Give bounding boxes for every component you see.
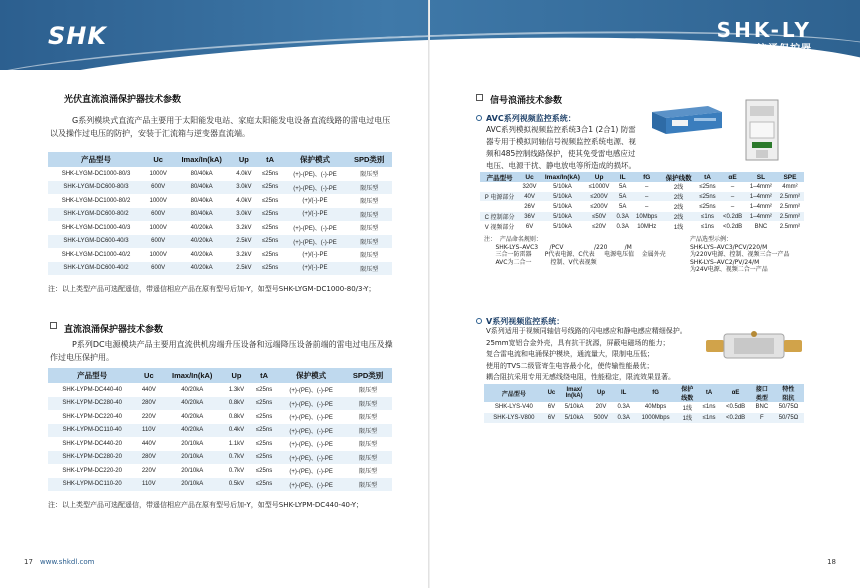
table-row bbox=[48, 410, 392, 424]
table-cell: 40/20kA bbox=[161, 410, 223, 424]
table-row bbox=[480, 222, 804, 232]
table-cell: ≤25ns bbox=[250, 464, 278, 478]
table-cell: SHK-LYGM-DC1000-40/2 bbox=[48, 248, 144, 262]
column-header: Imax/ In(kA) bbox=[559, 384, 589, 402]
table-cell: 0.7kV bbox=[223, 464, 250, 478]
table-cell: 2.5mm² bbox=[776, 212, 804, 222]
table-cell: ≤200V bbox=[585, 192, 613, 202]
v-feature-line: 使用的TVS二级管寄生电容最小化，使传输性能最优； bbox=[486, 361, 654, 370]
table-cell: – bbox=[719, 182, 746, 192]
din-module-image bbox=[742, 96, 782, 164]
dc-spec-table bbox=[48, 368, 392, 492]
table-cell: 2.5kV bbox=[231, 262, 257, 276]
table-cell: 5A bbox=[613, 182, 632, 192]
table-cell: (+)-(PE)、(-)-PE bbox=[278, 437, 344, 451]
table-row bbox=[48, 181, 392, 195]
logo-title: SHK-LY bbox=[716, 18, 812, 42]
table-cell: 限压型 bbox=[346, 221, 392, 235]
table-cell: 40/20kA bbox=[161, 424, 223, 438]
column-header: fG bbox=[632, 172, 661, 182]
table-cell: ≤25ns bbox=[257, 181, 284, 195]
v-feature-line: 复合雷电流和电涌保护模块，通流量大，限制电压低； bbox=[486, 350, 654, 358]
table-cell: 3.0kV bbox=[231, 208, 257, 222]
table-cell: SHK-LYGM-DC600-40/2 bbox=[48, 262, 144, 276]
table-cell: 1–4mm² bbox=[746, 182, 776, 192]
table-cell: 限压型 bbox=[346, 208, 392, 222]
table-row bbox=[480, 192, 804, 202]
avc-subtitle: AVC系列视频监控系统： bbox=[486, 114, 576, 123]
table-cell: 5/10kA bbox=[540, 192, 585, 202]
table-cell: SHK-LYGM-DC600-80/2 bbox=[48, 208, 144, 222]
signal-section-title: 信号浪涌技术参数 bbox=[490, 96, 563, 106]
column-header: Uc bbox=[519, 172, 540, 182]
table-cell: 4mm² bbox=[776, 182, 804, 192]
table-cell: SHK-LYGM-DC1000-80/2 bbox=[48, 194, 144, 208]
table-cell: 600V bbox=[144, 181, 172, 195]
table-row bbox=[480, 212, 804, 222]
table-cell: ≤25ns bbox=[250, 478, 278, 492]
table-cell: ≤25ns bbox=[257, 248, 284, 262]
table-cell: 10Mbps bbox=[632, 212, 661, 222]
table-cell: 80/40kA bbox=[172, 208, 231, 222]
table-cell: 1000V bbox=[144, 221, 172, 235]
table-cell: 0.4kV bbox=[223, 424, 250, 438]
table-cell: 40/20kA bbox=[172, 235, 231, 249]
v-feature-line: 25mm宽铝合金外壳，具有抗干扰源，屏蔽电磁场的能力； bbox=[486, 338, 670, 347]
table-cell: ≤1000V bbox=[585, 182, 613, 192]
table-cell: <0.2dB bbox=[720, 413, 751, 424]
table-cell: SHK-LYS-V800 bbox=[484, 413, 544, 424]
table-header-row bbox=[48, 368, 392, 383]
table-cell: 0.3A bbox=[613, 402, 635, 413]
table-cell: – bbox=[632, 202, 661, 212]
table-cell: (+)-(PE)、(-)-PE bbox=[278, 478, 344, 492]
column-header: tA bbox=[257, 152, 284, 167]
column-header: 接口 类型 bbox=[751, 384, 773, 402]
table-cell: SHK-LYPM-DC280-40 bbox=[48, 397, 136, 411]
table-cell: (+)/(-)-PE bbox=[284, 208, 347, 222]
table-cell: (+)-(PE)、(-)-PE bbox=[278, 424, 344, 438]
table-cell: SHK-LYGM-DC600-40/3 bbox=[48, 235, 144, 249]
column-header: Uc bbox=[136, 368, 161, 383]
table-cell: 1.1kV bbox=[223, 437, 250, 451]
column-header: αE bbox=[719, 172, 746, 182]
table-cell: 2.5mm² bbox=[776, 202, 804, 212]
column-header: tA bbox=[698, 384, 720, 402]
table-row bbox=[48, 167, 392, 181]
column-header: SPD类别 bbox=[344, 368, 392, 383]
table-cell: – bbox=[719, 202, 746, 212]
table-cell: ≤1ns bbox=[698, 413, 720, 424]
column-header: Uc bbox=[144, 152, 172, 167]
table-cell: ≤25ns bbox=[257, 235, 284, 249]
table-row bbox=[48, 221, 392, 235]
v-series-paragraph bbox=[486, 326, 687, 384]
column-header: 产品型号 bbox=[48, 368, 136, 383]
table-cell: 1.3kV bbox=[223, 383, 250, 397]
section1-paragraph: G系列模块式直流产品主要用于太阳能发电站、家庭太阳能发电设备直流线路的雷电过电压以及操作过电压的防护，安装于汇流箱与逆变器直流端。 bbox=[50, 116, 391, 138]
table-cell: 限压型 bbox=[344, 478, 392, 492]
table-cell: 220V bbox=[136, 410, 161, 424]
circle-bullet-icon bbox=[476, 318, 482, 324]
section2-note: 注：以上类型产品可选配遥信，带遥信相应产品在原有型号后加-Y，如型号SHK-LYPM-DC440-40-Y； bbox=[48, 501, 363, 509]
table-cell: ≤25ns bbox=[257, 208, 284, 222]
table-cell: BNC bbox=[746, 222, 776, 232]
table-cell: – bbox=[719, 192, 746, 202]
table-cell: ≤25ns bbox=[257, 262, 284, 276]
table-cell: 1线 bbox=[661, 222, 696, 232]
table-cell: 限压型 bbox=[344, 451, 392, 465]
table-cell: C 控制部分 bbox=[480, 212, 519, 222]
table-cell: V 视频部分 bbox=[480, 222, 519, 232]
table-cell: 5A bbox=[613, 202, 632, 212]
column-header: tA bbox=[696, 172, 719, 182]
table-cell: 20V bbox=[589, 402, 613, 413]
table-cell: 0.5kV bbox=[223, 478, 250, 492]
table-cell: 限压型 bbox=[344, 464, 392, 478]
table-cell: 0.3A bbox=[613, 212, 632, 222]
table-cell: 2线 bbox=[661, 202, 696, 212]
table-cell: 50/75Ω bbox=[773, 402, 804, 413]
section2-paragraph: P系列DC电源模块产品主要用直流供机房端升压设备和远端降压设备前端的雷电过电压及操作过电压保护用。 bbox=[50, 340, 393, 362]
table-cell: 40/20kA bbox=[172, 262, 231, 276]
table-cell: 限压型 bbox=[344, 397, 392, 411]
table-cell: SHK-LYPM-DC220-20 bbox=[48, 464, 136, 478]
table-cell: 3.2kV bbox=[231, 248, 257, 262]
table-cell: 1–4mm² bbox=[746, 212, 776, 222]
table-cell: (+)-(PE)、(-)-PE bbox=[284, 221, 347, 235]
table-cell: ≤25ns bbox=[696, 182, 719, 192]
table-cell: 限压型 bbox=[346, 167, 392, 181]
column-header: Imax/In(kA) bbox=[540, 172, 585, 182]
table-cell: (+)-(PE)、(-)-PE bbox=[278, 383, 344, 397]
table-cell: 110V bbox=[136, 424, 161, 438]
table-cell: ≤25ns bbox=[257, 167, 284, 181]
table-cell: ≤25ns bbox=[250, 410, 278, 424]
shk-ly-logo bbox=[717, 18, 812, 55]
v-series-spec-table bbox=[484, 384, 804, 424]
table-cell: 50/75Ω bbox=[773, 413, 804, 424]
v-feature-line: V系列适用于视频同轴信号线路的闪电感应和静电感应精细保护。 bbox=[486, 327, 687, 335]
column-header: Uc bbox=[544, 384, 559, 402]
table-cell: 5/10kA bbox=[559, 413, 589, 424]
table-cell: 5/10kA bbox=[540, 202, 585, 212]
table-cell: BNC bbox=[751, 402, 773, 413]
table-cell: 40/20kA bbox=[172, 221, 231, 235]
column-header: 产品型号 bbox=[480, 172, 519, 182]
table-cell: 5/10kA bbox=[559, 402, 589, 413]
table-cell: ≤50V bbox=[585, 212, 613, 222]
table-cell: (+)/(-)-PE bbox=[284, 194, 347, 208]
table-cell: (+)-(PE)、(-)-PE bbox=[278, 397, 344, 411]
table-cell: 6V bbox=[544, 413, 559, 424]
table-cell: 限压型 bbox=[346, 194, 392, 208]
table-cell: 1000V bbox=[144, 248, 172, 262]
table-cell: (+)-(PE)、(-)-PE bbox=[278, 451, 344, 465]
table-cell: 2线 bbox=[661, 192, 696, 202]
table-cell: 限压型 bbox=[346, 181, 392, 195]
section1-note: 注：以上类型产品可选配遥信，带遥信相应产品在原有型号后加-Y，如型号SHK-LYGM-DC1000-80/3-Y； bbox=[48, 285, 376, 293]
pv-dc-spec-table bbox=[48, 152, 392, 276]
table-cell: <0.5dB bbox=[720, 402, 751, 413]
column-header: Imax/In(kA) bbox=[161, 368, 223, 383]
table-row bbox=[48, 194, 392, 208]
column-header: 保护线数 bbox=[661, 172, 696, 182]
column-header: 保护模式 bbox=[278, 368, 344, 383]
table-cell: 1线 bbox=[677, 413, 698, 424]
table-row bbox=[48, 397, 392, 411]
table-cell: 26V bbox=[519, 202, 540, 212]
table-cell: 0.3A bbox=[613, 413, 635, 424]
table-row bbox=[480, 202, 804, 212]
table-cell: 80/40kA bbox=[172, 167, 231, 181]
table-cell: 40V bbox=[519, 192, 540, 202]
column-header: SPE bbox=[776, 172, 804, 182]
table-cell: SHK-LYPM-DC440-40 bbox=[48, 383, 136, 397]
table-cell: 3.0kV bbox=[231, 181, 257, 195]
column-header: 产品型号 bbox=[48, 152, 144, 167]
table-cell: 20/10kA bbox=[161, 451, 223, 465]
column-header: 产品型号 bbox=[484, 384, 544, 402]
table-cell: 36V bbox=[519, 212, 540, 222]
table-cell: SHK-LYPM-DC220-40 bbox=[48, 410, 136, 424]
table-cell: 5/10kA bbox=[540, 212, 585, 222]
table-cell: 1000V bbox=[144, 167, 172, 181]
table-cell: ≤1ns bbox=[696, 222, 719, 232]
table-row bbox=[48, 208, 392, 222]
table-cell: 1000V bbox=[144, 194, 172, 208]
column-header: 特性 阻抗 bbox=[773, 384, 804, 402]
table-cell: 5/10kA bbox=[540, 182, 585, 192]
table-row bbox=[48, 437, 392, 451]
table-row bbox=[48, 464, 392, 478]
table-cell: ≤25ns bbox=[257, 221, 284, 235]
table-cell: 80/40kA bbox=[172, 194, 231, 208]
table-cell: SHK-LYGM-DC1000-40/3 bbox=[48, 221, 144, 235]
table-cell: SHK-LYPM-DC280-20 bbox=[48, 451, 136, 465]
table-cell: (+)-(PE)、(-)-PE bbox=[278, 410, 344, 424]
table-cell: 0.7kV bbox=[223, 451, 250, 465]
column-header: tA bbox=[250, 368, 278, 383]
table-row bbox=[48, 235, 392, 249]
table-cell bbox=[480, 202, 519, 212]
table-cell: 40/20kA bbox=[161, 397, 223, 411]
footer-url: www.shkdl.com bbox=[40, 558, 95, 566]
logo-subtitle: 浪涌保护器 bbox=[757, 44, 812, 55]
table-cell: SHK-LYGM-DC600-80/3 bbox=[48, 181, 144, 195]
table-cell: 6V bbox=[544, 402, 559, 413]
table-cell: 限压型 bbox=[344, 383, 392, 397]
column-header: 保护 线数 bbox=[677, 384, 698, 402]
table-cell: <0.2dB bbox=[719, 212, 746, 222]
table-cell: 220V bbox=[136, 464, 161, 478]
table-row bbox=[484, 413, 804, 424]
table-cell: 限压型 bbox=[346, 235, 392, 249]
table-cell: 20/10kA bbox=[161, 464, 223, 478]
table-header-row bbox=[48, 152, 392, 167]
avc-device-image bbox=[648, 102, 726, 138]
table-cell: 6V bbox=[519, 222, 540, 232]
table-cell: 限压型 bbox=[346, 262, 392, 276]
column-header: Up bbox=[585, 172, 613, 182]
table-row bbox=[48, 383, 392, 397]
selection-example-note: 产品选型示例： SHK-LYS–AVC3/PCV/220/M 为220V电源、控制、视频三合一产品 SHK-LYS–AVC2/PV/24/M 为24V电源、视频二合一产品 bbox=[690, 236, 790, 273]
column-header: fG bbox=[634, 384, 676, 402]
table-cell: (+)-(PE)、(-)-PE bbox=[284, 235, 347, 249]
table-cell bbox=[480, 182, 519, 192]
table-cell: ≤20V bbox=[585, 222, 613, 232]
page-number-right: 18 bbox=[827, 558, 836, 566]
square-bullet-icon bbox=[50, 322, 57, 329]
table-cell: (+)/(-)-PE bbox=[284, 262, 347, 276]
table-cell: 2线 bbox=[661, 212, 696, 222]
table-cell: (+)-(PE)、(-)-PE bbox=[278, 464, 344, 478]
table-cell: 2.5mm² bbox=[776, 222, 804, 232]
table-cell: 440V bbox=[136, 383, 161, 397]
table-header-row bbox=[480, 172, 804, 182]
table-row bbox=[48, 424, 392, 438]
table-cell: 280V bbox=[136, 451, 161, 465]
table-cell: 80/40kA bbox=[172, 181, 231, 195]
table-cell: 2线 bbox=[661, 182, 696, 192]
column-header: IL bbox=[613, 384, 635, 402]
table-cell: ≤25ns bbox=[250, 397, 278, 411]
column-header: 保护模式 bbox=[284, 152, 347, 167]
table-cell: 320V bbox=[519, 182, 540, 192]
page-spine bbox=[428, 0, 430, 588]
table-cell: 2.5kV bbox=[231, 235, 257, 249]
table-cell: 280V bbox=[136, 397, 161, 411]
table-row bbox=[48, 478, 392, 492]
column-header: SL bbox=[746, 172, 776, 182]
table-cell: SHK-LYPM-DC110-20 bbox=[48, 478, 136, 492]
section1-title: 光伏直流浪涌保护器技术参数 bbox=[64, 95, 182, 105]
square-bullet-icon bbox=[476, 94, 483, 101]
table-cell: <0.2dB bbox=[719, 222, 746, 232]
column-header: Up bbox=[589, 384, 613, 402]
table-cell: 600V bbox=[144, 208, 172, 222]
table-cell: 1000Mbps bbox=[634, 413, 676, 424]
table-cell: 440V bbox=[136, 437, 161, 451]
table-cell: 600V bbox=[144, 235, 172, 249]
table-cell: 40/20kA bbox=[172, 248, 231, 262]
table-cell: 600V bbox=[144, 262, 172, 276]
column-header: Up bbox=[231, 152, 257, 167]
table-cell: (+)-(PE)、(-)-PE bbox=[284, 167, 347, 181]
table-cell: – bbox=[632, 192, 661, 202]
shk-logo: SHK bbox=[48, 22, 107, 50]
table-cell: 2.5mm² bbox=[776, 192, 804, 202]
table-cell: 40/20kA bbox=[161, 383, 223, 397]
circle-bullet-icon bbox=[476, 115, 482, 121]
column-header: IL bbox=[613, 172, 632, 182]
table-row bbox=[48, 451, 392, 465]
table-cell: ≤25ns bbox=[696, 202, 719, 212]
column-header: Up bbox=[223, 368, 250, 383]
table-row bbox=[48, 248, 392, 262]
table-cell: ≤25ns bbox=[250, 424, 278, 438]
section2-title: 直流浪涌保护器技术参数 bbox=[64, 325, 164, 335]
table-cell: 500V bbox=[589, 413, 613, 424]
table-cell: 20/10kA bbox=[161, 437, 223, 451]
avc-spec-table bbox=[480, 172, 804, 232]
table-row bbox=[484, 402, 804, 413]
table-cell: ≤25ns bbox=[257, 194, 284, 208]
v-feature-line: 耦合阻抗采用专用无感线绕电阻，性能稳定，限流效果显著。 bbox=[486, 373, 675, 381]
table-cell: 110V bbox=[136, 478, 161, 492]
table-row bbox=[48, 262, 392, 276]
table-cell: ≤25ns bbox=[250, 437, 278, 451]
table-cell: 0.3A bbox=[613, 222, 632, 232]
table-cell: P 电源部分 bbox=[480, 192, 519, 202]
coax-protector-image bbox=[704, 328, 804, 364]
table-row bbox=[480, 182, 804, 192]
table-cell: 4.0kV bbox=[231, 167, 257, 181]
table-cell: 10MHz bbox=[632, 222, 661, 232]
table-cell: (+)/(-)-PE bbox=[284, 248, 347, 262]
table-cell: ≤200V bbox=[585, 202, 613, 212]
table-cell: 1–4mm² bbox=[746, 192, 776, 202]
table-cell: 20/10kA bbox=[161, 478, 223, 492]
naming-rule-note: 注： 产品命名规则： SHK-LYS–AVC3 /PCV /220 /M 三合一防雷器 P代表电源、C代表 电源电压值 金属外壳 AVC为二合一 控制、V代表视频 bbox=[484, 236, 666, 266]
table-cell: – bbox=[632, 182, 661, 192]
column-header: Imax/In(kA) bbox=[172, 152, 231, 167]
table-header-row bbox=[484, 384, 804, 402]
table-cell: ≤25ns bbox=[250, 451, 278, 465]
table-cell: 3.2kV bbox=[231, 221, 257, 235]
table-cell: SHK-LYS-V40 bbox=[484, 402, 544, 413]
table-cell: 5A bbox=[613, 192, 632, 202]
table-cell: 0.8kV bbox=[223, 410, 250, 424]
table-cell: 限压型 bbox=[344, 437, 392, 451]
column-header: SPD类别 bbox=[346, 152, 392, 167]
table-cell: 1线 bbox=[677, 402, 698, 413]
table-cell: SHK-LYPM-DC110-40 bbox=[48, 424, 136, 438]
table-cell: 限压型 bbox=[346, 248, 392, 262]
page-number-left: 17 bbox=[24, 558, 33, 566]
column-header: αE bbox=[720, 384, 751, 402]
table-cell: (+)-(PE)、(-)-PE bbox=[284, 181, 347, 195]
table-cell: SHK-LYGM-DC1000-80/3 bbox=[48, 167, 144, 181]
table-cell: 40Mbps bbox=[634, 402, 676, 413]
table-cell: 5/10kA bbox=[540, 222, 585, 232]
table-cell: ≤25ns bbox=[696, 192, 719, 202]
avc-paragraph: AVC系列模拟视频监控系统3合1 (2合1) 防雷器专用于模拟同轴信号视频监控系统电源、视频和485控制线路保护，使其免受雷电感应过电压、电源干扰、静电放电等所造成的损坏。 bbox=[486, 125, 636, 170]
table-cell: SHK-LYPM-DC440-20 bbox=[48, 437, 136, 451]
table-cell: F bbox=[751, 413, 773, 424]
v-series-subtitle: V系列视频监控系统： bbox=[486, 317, 565, 326]
table-cell: ≤25ns bbox=[250, 383, 278, 397]
table-cell: 1–4mm² bbox=[746, 202, 776, 212]
table-cell: 限压型 bbox=[344, 424, 392, 438]
table-cell: ≤1ns bbox=[698, 402, 720, 413]
table-cell: ≤1ns bbox=[696, 212, 719, 222]
table-cell: 限压型 bbox=[344, 410, 392, 424]
table-cell: 4.0kV bbox=[231, 194, 257, 208]
table-cell: 0.8kV bbox=[223, 397, 250, 411]
